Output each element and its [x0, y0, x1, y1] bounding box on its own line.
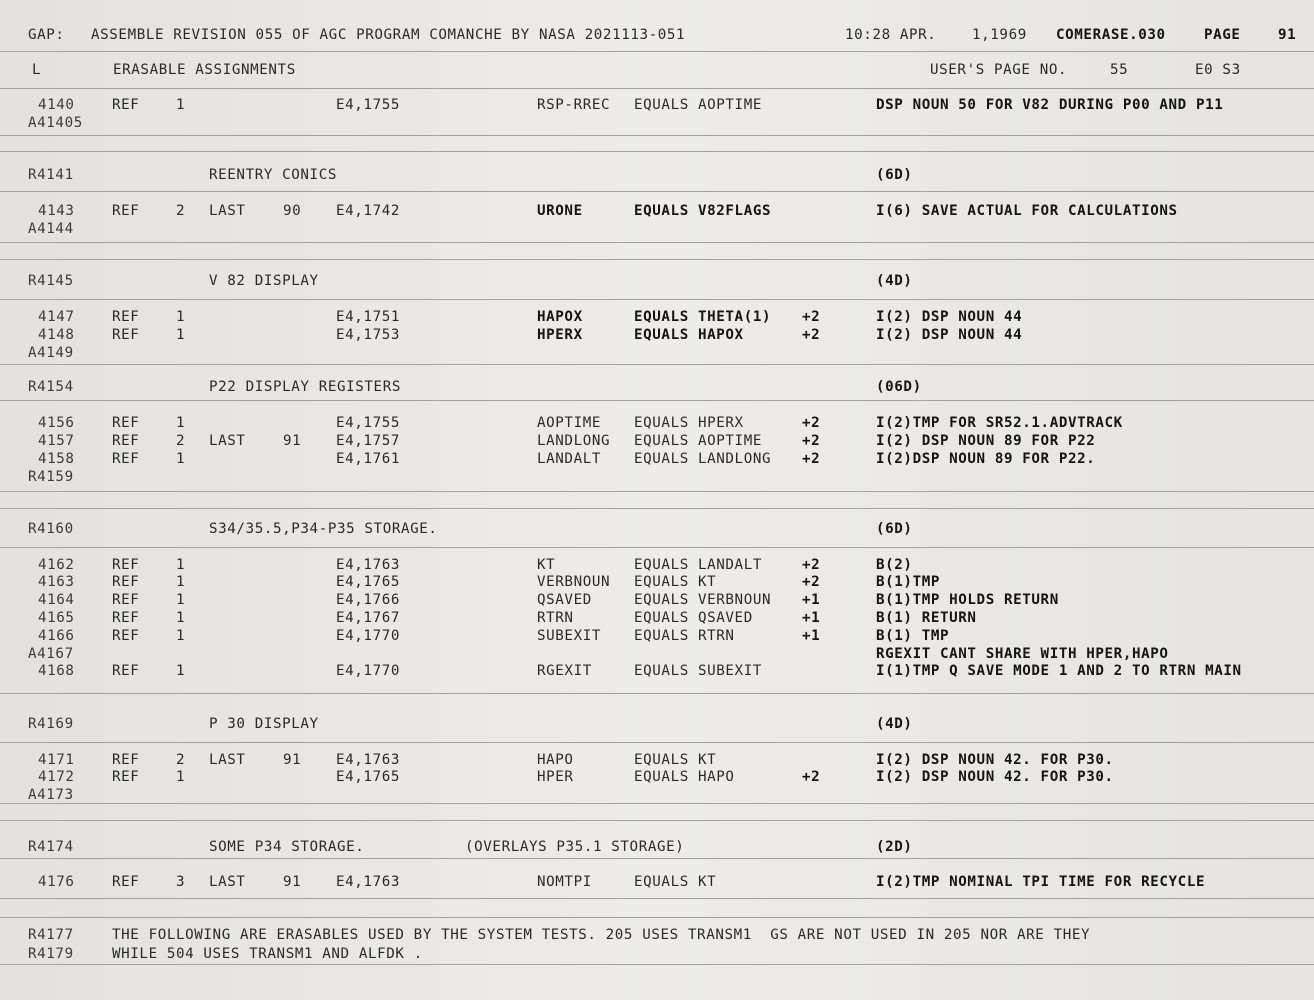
symbol-name: HPERX [537, 327, 583, 343]
offset-increment: +2 [802, 415, 821, 431]
listing-line-section [0, 378, 1314, 396]
ref-count: 2 [176, 203, 186, 219]
section-size: (4D) [876, 273, 913, 289]
last-keyword: LAST [209, 433, 246, 449]
equals-operand: EQUALS LANDALT [634, 557, 762, 573]
equals-operand: EQUALS SUBEXIT [634, 663, 762, 679]
line-number: A41405 [28, 115, 83, 131]
ruled-line [0, 491, 1314, 492]
last-page-number: 91 [283, 752, 302, 768]
ref-count: 1 [176, 97, 186, 113]
ruled-line [0, 400, 1314, 401]
listing-line-ref [0, 873, 1314, 891]
listing-line-section [0, 838, 1314, 856]
offset-increment: +2 [802, 574, 821, 590]
equals-operand: EQUALS KT [634, 752, 717, 768]
listing-line-ref [0, 202, 1314, 220]
line-comment: I(2) DSP NOUN 89 FOR P22 [876, 433, 1096, 449]
offset-increment: +1 [802, 592, 821, 608]
ref-keyword: REF [112, 610, 140, 626]
erasable-address: E4,1761 [336, 451, 400, 467]
symbol-name: LANDALT [537, 451, 601, 467]
ruled-line [0, 364, 1314, 365]
line-comment: I(2)DSP NOUN 89 FOR P22. [876, 451, 1096, 467]
ruled-line [0, 820, 1314, 821]
column-l-label: L [32, 62, 42, 78]
ref-keyword: REF [112, 433, 140, 449]
listing-line-ref [0, 768, 1314, 786]
users-page-label: USER'S PAGE NO. [930, 62, 1068, 78]
ruled-line [0, 242, 1314, 243]
line-number: R4160 [28, 521, 74, 537]
listing-line-text [0, 926, 1314, 944]
line-comment: B(2) [876, 557, 913, 573]
symbol-name: VERBNOUN [537, 574, 611, 590]
line-comment: I(1)TMP Q SAVE MODE 1 AND 2 TO RTRN MAIN [876, 663, 1242, 679]
line-number: 4176 [38, 874, 75, 890]
erasable-address: E4,1763 [336, 874, 400, 890]
last-page-number: 91 [283, 433, 302, 449]
ref-count: 1 [176, 327, 186, 343]
erasable-address: E4,1757 [336, 433, 400, 449]
symbol-name: AOPTIME [537, 415, 601, 431]
equals-operand: EQUALS LANDLONG [634, 451, 772, 467]
ref-keyword: REF [112, 592, 140, 608]
section-size: (6D) [876, 167, 913, 183]
erasable-address: E4,1763 [336, 557, 400, 573]
line-number: R4141 [28, 167, 74, 183]
symbol-name: HPER [537, 769, 574, 785]
ref-keyword: REF [112, 769, 140, 785]
line-number: 4168 [38, 663, 75, 679]
offset-increment: +2 [802, 327, 821, 343]
page-subheader [0, 61, 1314, 79]
section-heading: REENTRY CONICS [209, 167, 337, 183]
header-date: 1,1969 [972, 27, 1027, 43]
header-page-number: 91 [1278, 27, 1297, 43]
erasable-address: E4,1755 [336, 415, 400, 431]
line-comment: I(6) SAVE ACTUAL FOR CALCULATIONS [876, 203, 1178, 219]
erasable-address: E4,1742 [336, 203, 400, 219]
line-number: R4145 [28, 273, 74, 289]
ruled-line [0, 917, 1314, 918]
ref-keyword: REF [112, 309, 140, 325]
offset-increment: +2 [802, 309, 821, 325]
ruled-line [0, 693, 1314, 694]
ref-keyword: REF [112, 557, 140, 573]
section-size: (2D) [876, 839, 913, 855]
erasable-address: E4,1765 [336, 574, 400, 590]
symbol-name: HAPOX [537, 309, 583, 325]
erasable-address: E4,1751 [336, 309, 400, 325]
section-heading: P22 DISPLAY REGISTERS [209, 379, 401, 395]
section-heading: P 30 DISPLAY [209, 716, 319, 732]
ref-count: 1 [176, 663, 186, 679]
last-keyword: LAST [209, 203, 246, 219]
equals-operand: EQUALS KT [634, 574, 717, 590]
line-number: R4159 [28, 469, 74, 485]
ref-keyword: REF [112, 874, 140, 890]
line-number: 4162 [38, 557, 75, 573]
header-time: 10:28 APR. [845, 27, 937, 43]
listing-line-ref [0, 573, 1314, 591]
listing-line-section [0, 520, 1314, 538]
section-size: (6D) [876, 521, 913, 537]
erasable-address: E4,1770 [336, 628, 400, 644]
header-page-label: PAGE [1204, 27, 1241, 43]
section-note: (OVERLAYS P35.1 STORAGE) [465, 839, 685, 855]
ref-count: 3 [176, 874, 186, 890]
ruled-line [0, 151, 1314, 152]
ruled-line [0, 299, 1314, 300]
section-title: ERASABLE ASSIGNMENTS [113, 62, 296, 78]
assembly-title: ASSEMBLE REVISION 055 OF AGC PROGRAM COMANCHE BY NASA 2021113-051 [91, 27, 686, 43]
section-heading: S34/35.5,P34-P35 STORAGE. [209, 521, 438, 537]
users-page-number: 55 [1110, 62, 1129, 78]
ruled-line [0, 259, 1314, 260]
line-number: 4147 [38, 309, 75, 325]
ref-count: 2 [176, 752, 186, 768]
listing-line-ref [0, 308, 1314, 326]
line-number: R4169 [28, 716, 74, 732]
ref-count: 1 [176, 610, 186, 626]
line-comment: DSP NOUN 50 FOR V82 DURING P00 AND P11 [876, 97, 1224, 113]
last-keyword: LAST [209, 874, 246, 890]
listing-line-section [0, 715, 1314, 733]
symbol-name: LANDLONG [537, 433, 611, 449]
listing-line-ref [0, 432, 1314, 450]
section-size: (4D) [876, 716, 913, 732]
listing-line-ref [0, 627, 1314, 645]
line-number: 4163 [38, 574, 75, 590]
offset-increment: +2 [802, 433, 821, 449]
section-heading: V 82 DISPLAY [209, 273, 319, 289]
line-number: 4156 [38, 415, 75, 431]
symbol-name: RSP-RREC [537, 97, 611, 113]
equals-operand: EQUALS QSAVED [634, 610, 753, 626]
remark-text: WHILE 504 USES TRANSM1 AND ALFDK . [112, 946, 423, 962]
listing-line-label [0, 220, 1314, 238]
line-comment: B(1) RETURN [876, 610, 977, 626]
equals-operand: EQUALS VERBNOUN [634, 592, 772, 608]
offset-increment: +2 [802, 769, 821, 785]
offset-increment: +2 [802, 451, 821, 467]
line-number: 4148 [38, 327, 75, 343]
equals-operand: EQUALS AOPTIME [634, 97, 762, 113]
line-number: R4174 [28, 839, 74, 855]
listing-line-ref [0, 609, 1314, 627]
ruled-line [0, 135, 1314, 136]
listing-line-section [0, 166, 1314, 184]
line-number: 4165 [38, 610, 75, 626]
ref-count: 1 [176, 769, 186, 785]
erasable-address: E4,1767 [336, 610, 400, 626]
ref-keyword: REF [112, 451, 140, 467]
ruled-line [0, 898, 1314, 899]
ruled-line [0, 88, 1314, 89]
equals-operand: EQUALS V82FLAGS [634, 203, 772, 219]
equals-operand: EQUALS AOPTIME [634, 433, 762, 449]
equals-operand: EQUALS RTRN [634, 628, 735, 644]
listing-line-ref [0, 414, 1314, 432]
equals-operand: EQUALS THETA(1) [634, 309, 772, 325]
line-comment: I(2)TMP FOR SR52.1.ADVTRACK [876, 415, 1123, 431]
offset-increment: +1 [802, 610, 821, 626]
symbol-name: HAPO [537, 752, 574, 768]
line-number: 4171 [38, 752, 75, 768]
ref-keyword: REF [112, 752, 140, 768]
ref-keyword: REF [112, 203, 140, 219]
ruled-line [0, 547, 1314, 548]
erasable-address: E4,1755 [336, 97, 400, 113]
ref-keyword: REF [112, 415, 140, 431]
line-number: 4172 [38, 769, 75, 785]
line-number: A4173 [28, 787, 74, 803]
symbol-name: RGEXIT [537, 663, 592, 679]
line-number: A4144 [28, 221, 74, 237]
listing-line-ref [0, 556, 1314, 574]
erasable-address: E4,1765 [336, 769, 400, 785]
listing-line-section [0, 272, 1314, 290]
line-comment: I(2) DSP NOUN 44 [876, 309, 1023, 325]
line-number: 4143 [38, 203, 75, 219]
last-page-number: 90 [283, 203, 302, 219]
ref-keyword: REF [112, 574, 140, 590]
listing-line-ref [0, 751, 1314, 769]
equals-operand: EQUALS HAPO [634, 769, 735, 785]
line-number: R4179 [28, 946, 74, 962]
ref-count: 1 [176, 592, 186, 608]
ref-count: 1 [176, 557, 186, 573]
ruled-line [0, 858, 1314, 859]
listing-line-ref [0, 450, 1314, 468]
header-file: COMERASE.030 [1056, 27, 1166, 43]
line-comment: B(1)TMP HOLDS RETURN [876, 592, 1059, 608]
ref-count: 1 [176, 574, 186, 590]
section-size: (06D) [876, 379, 922, 395]
listing-line-note [0, 645, 1314, 663]
line-number: R4177 [28, 927, 74, 943]
line-comment: I(2) DSP NOUN 42. FOR P30. [876, 752, 1114, 768]
ref-keyword: REF [112, 628, 140, 644]
listing-line-text [0, 945, 1314, 963]
ruled-line [0, 191, 1314, 192]
offset-increment: +2 [802, 557, 821, 573]
line-number: A4149 [28, 345, 74, 361]
erasable-address: E4,1753 [336, 327, 400, 343]
equals-operand: EQUALS HPERX [634, 415, 744, 431]
note-comment: RGEXIT CANT SHARE WITH HPER,HAPO [876, 646, 1169, 662]
listing-line-label [0, 114, 1314, 132]
ref-count: 2 [176, 433, 186, 449]
section-heading: SOME P34 STORAGE. [209, 839, 365, 855]
erasable-address: E4,1770 [336, 663, 400, 679]
erasable-address: E4,1763 [336, 752, 400, 768]
listing-line-ref [0, 96, 1314, 114]
line-comment: I(2) DSP NOUN 42. FOR P30. [876, 769, 1114, 785]
line-number: 4166 [38, 628, 75, 644]
listing-line-label [0, 468, 1314, 486]
last-page-number: 91 [283, 874, 302, 890]
symbol-name: NOMTPI [537, 874, 592, 890]
ruled-line [0, 51, 1314, 52]
listing-code: E0 S3 [1195, 62, 1241, 78]
symbol-name: KT [537, 557, 556, 573]
ruled-line [0, 508, 1314, 509]
listing-line-ref [0, 662, 1314, 680]
ref-count: 1 [176, 628, 186, 644]
ruled-line [0, 964, 1314, 965]
line-comment: I(2) DSP NOUN 44 [876, 327, 1023, 343]
line-number: A4167 [28, 646, 74, 662]
listing-line-ref [0, 591, 1314, 609]
last-keyword: LAST [209, 752, 246, 768]
line-number: 4157 [38, 433, 75, 449]
symbol-name: QSAVED [537, 592, 592, 608]
equals-operand: EQUALS HAPOX [634, 327, 744, 343]
offset-increment: +1 [802, 628, 821, 644]
remark-text: THE FOLLOWING ARE ERASABLES USED BY THE SYSTEM TESTS. 205 USES TRANSM1 GS ARE NOT USED IN 205 NOR ARE THEY [112, 927, 1091, 943]
symbol-name: RTRN [537, 610, 574, 626]
ref-count: 1 [176, 451, 186, 467]
page-header [0, 26, 1314, 44]
ref-keyword: REF [112, 97, 140, 113]
line-comment: I(2)TMP NOMINAL TPI TIME FOR RECYCLE [876, 874, 1206, 890]
line-number: R4154 [28, 379, 74, 395]
listing-line-label [0, 344, 1314, 362]
ref-keyword: REF [112, 663, 140, 679]
symbol-name: SUBEXIT [537, 628, 601, 644]
line-number: 4158 [38, 451, 75, 467]
ref-count: 1 [176, 415, 186, 431]
listing-line-ref [0, 326, 1314, 344]
line-number: 4140 [38, 97, 75, 113]
line-comment: B(1)TMP [876, 574, 940, 590]
line-comment: B(1) TMP [876, 628, 950, 644]
gap-label: GAP: [28, 27, 65, 43]
erasable-address: E4,1766 [336, 592, 400, 608]
ruled-line [0, 742, 1314, 743]
ref-keyword: REF [112, 327, 140, 343]
line-number: 4164 [38, 592, 75, 608]
ref-count: 1 [176, 309, 186, 325]
listing-line-label [0, 786, 1314, 804]
equals-operand: EQUALS KT [634, 874, 717, 890]
symbol-name: URONE [537, 203, 583, 219]
